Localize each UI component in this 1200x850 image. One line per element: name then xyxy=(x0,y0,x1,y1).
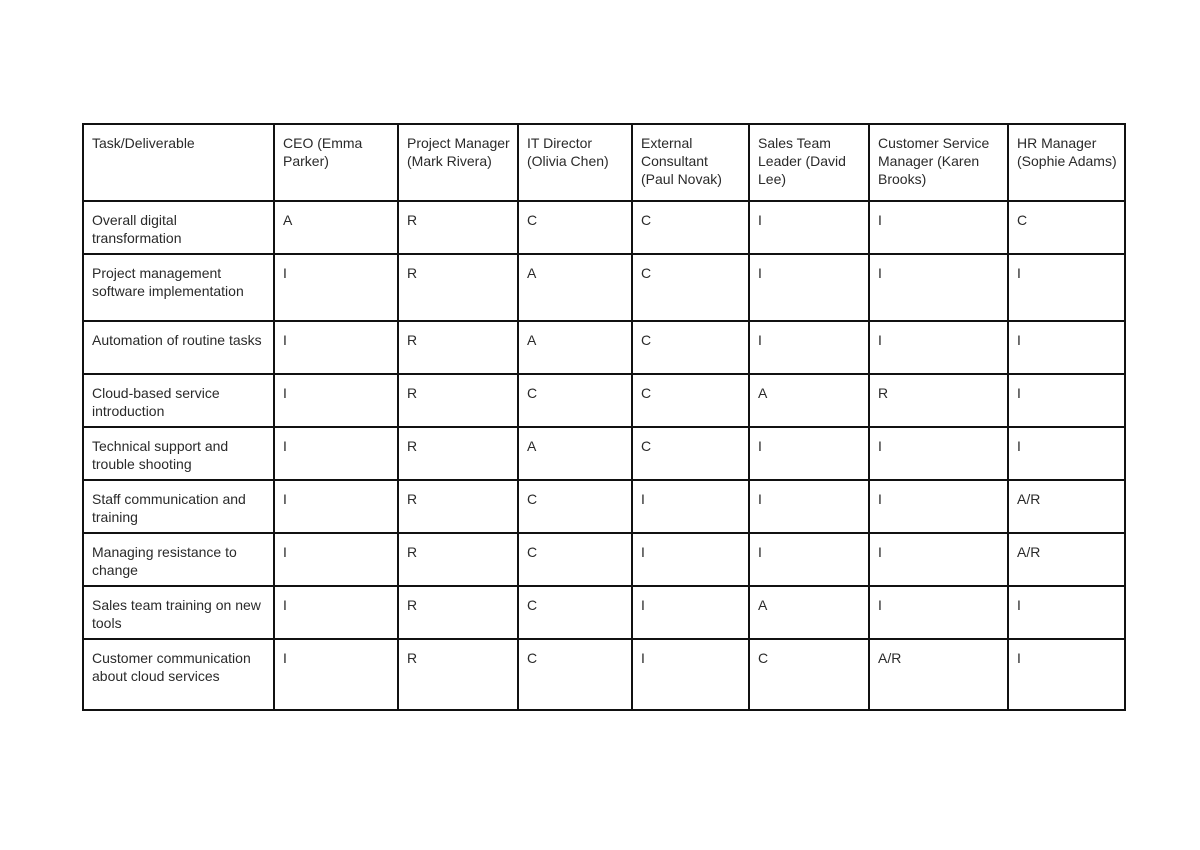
header-cell-hr-manager: HR Manager (Sophie Adams) xyxy=(1008,124,1125,201)
task-cell: Managing resistance to change xyxy=(83,533,274,586)
task-cell: Customer communication about cloud services xyxy=(83,639,274,710)
task-cell: Overall digital transformation xyxy=(83,201,274,254)
raci-cell-ceo: I xyxy=(274,254,398,321)
raci-cell-customer-service-manager: A/R xyxy=(869,639,1008,710)
header-cell-it-director: IT Director (Olivia Chen) xyxy=(518,124,632,201)
raci-cell-sales-team-leader: C xyxy=(749,639,869,710)
table-row xyxy=(83,480,1125,533)
raci-cell-external-consultant: C xyxy=(632,427,749,480)
task-cell: Sales team training on new tools xyxy=(83,586,274,639)
raci-cell-hr-manager: A/R xyxy=(1008,533,1125,586)
raci-cell-project-manager: R xyxy=(398,427,518,480)
raci-cell-hr-manager: I xyxy=(1008,586,1125,639)
raci-cell-external-consultant: C xyxy=(632,201,749,254)
raci-cell-it-director: C xyxy=(518,533,632,586)
raci-cell-sales-team-leader: I xyxy=(749,201,869,254)
header-cell-sales-team-leader: Sales Team Leader (David Lee) xyxy=(749,124,869,201)
table-row xyxy=(83,427,1125,480)
raci-cell-it-director: C xyxy=(518,639,632,710)
raci-cell-hr-manager: I xyxy=(1008,374,1125,427)
raci-cell-project-manager: R xyxy=(398,586,518,639)
raci-cell-external-consultant: I xyxy=(632,480,749,533)
task-cell: Automation of routine tasks xyxy=(83,321,274,374)
table-row xyxy=(83,639,1125,710)
header-cell-task: Task/Deliverable xyxy=(83,124,274,201)
table-row xyxy=(83,254,1125,321)
raci-cell-customer-service-manager: I xyxy=(869,201,1008,254)
table-header-row xyxy=(83,124,1125,201)
header-cell-external-consultant: External Consultant (Paul Novak) xyxy=(632,124,749,201)
raci-cell-hr-manager: I xyxy=(1008,254,1125,321)
raci-cell-ceo: I xyxy=(274,374,398,427)
raci-cell-hr-manager: I xyxy=(1008,639,1125,710)
table-row xyxy=(83,533,1125,586)
raci-cell-hr-manager: C xyxy=(1008,201,1125,254)
raci-cell-project-manager: R xyxy=(398,639,518,710)
raci-cell-hr-manager: A/R xyxy=(1008,480,1125,533)
task-cell: Technical support and trouble shooting xyxy=(83,427,274,480)
raci-cell-customer-service-manager: I xyxy=(869,533,1008,586)
raci-cell-external-consultant: C xyxy=(632,374,749,427)
raci-cell-ceo: I xyxy=(274,427,398,480)
raci-cell-project-manager: R xyxy=(398,374,518,427)
raci-cell-it-director: A xyxy=(518,254,632,321)
raci-cell-ceo: A xyxy=(274,201,398,254)
raci-cell-external-consultant: I xyxy=(632,586,749,639)
task-cell: Project management software implementation xyxy=(83,254,274,321)
raci-cell-ceo: I xyxy=(274,321,398,374)
raci-cell-project-manager: R xyxy=(398,533,518,586)
raci-cell-sales-team-leader: I xyxy=(749,254,869,321)
raci-cell-ceo: I xyxy=(274,533,398,586)
raci-cell-customer-service-manager: I xyxy=(869,254,1008,321)
raci-cell-it-director: C xyxy=(518,374,632,427)
table-row xyxy=(83,374,1125,427)
raci-cell-ceo: I xyxy=(274,586,398,639)
raci-cell-ceo: I xyxy=(274,480,398,533)
header-cell-project-manager: Project Manager (Mark Rivera) xyxy=(398,124,518,201)
raci-cell-sales-team-leader: I xyxy=(749,533,869,586)
table-row xyxy=(83,321,1125,374)
raci-cell-sales-team-leader: I xyxy=(749,321,869,374)
raci-cell-hr-manager: I xyxy=(1008,321,1125,374)
raci-cell-project-manager: R xyxy=(398,480,518,533)
raci-cell-sales-team-leader: I xyxy=(749,480,869,533)
header-cell-customer-service-manager: Customer Service Manager (Karen Brooks) xyxy=(869,124,1008,201)
raci-cell-it-director: A xyxy=(518,427,632,480)
raci-matrix-table xyxy=(82,123,1126,711)
raci-cell-project-manager: R xyxy=(398,201,518,254)
header-cell-ceo: CEO (Emma Parker) xyxy=(274,124,398,201)
task-cell: Cloud-based service introduction xyxy=(83,374,274,427)
raci-cell-external-consultant: C xyxy=(632,321,749,374)
raci-cell-ceo: I xyxy=(274,639,398,710)
table-row xyxy=(83,586,1125,639)
raci-cell-sales-team-leader: A xyxy=(749,374,869,427)
raci-cell-customer-service-manager: I xyxy=(869,427,1008,480)
raci-cell-external-consultant: C xyxy=(632,254,749,321)
raci-cell-hr-manager: I xyxy=(1008,427,1125,480)
raci-cell-it-director: C xyxy=(518,586,632,639)
table-row xyxy=(83,201,1125,254)
raci-cell-it-director: A xyxy=(518,321,632,374)
raci-cell-sales-team-leader: I xyxy=(749,427,869,480)
raci-cell-customer-service-manager: I xyxy=(869,480,1008,533)
raci-cell-project-manager: R xyxy=(398,254,518,321)
raci-cell-customer-service-manager: I xyxy=(869,586,1008,639)
raci-cell-customer-service-manager: I xyxy=(869,321,1008,374)
raci-cell-it-director: C xyxy=(518,480,632,533)
raci-cell-it-director: C xyxy=(518,201,632,254)
raci-cell-customer-service-manager: R xyxy=(869,374,1008,427)
raci-cell-external-consultant: I xyxy=(632,533,749,586)
task-cell: Staff communication and training xyxy=(83,480,274,533)
raci-cell-sales-team-leader: A xyxy=(749,586,869,639)
raci-cell-external-consultant: I xyxy=(632,639,749,710)
raci-cell-project-manager: R xyxy=(398,321,518,374)
